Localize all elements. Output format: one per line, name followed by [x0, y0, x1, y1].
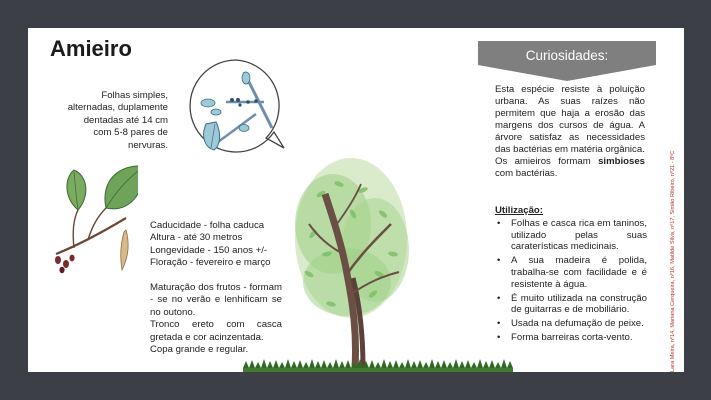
list-item: • Forma barreiras corta-vento. [495, 332, 647, 344]
tree-illustration [243, 154, 513, 372]
fruit-and-trunk-description [150, 282, 282, 356]
uses-title: Utilização: [495, 205, 543, 216]
symbiosis-text-end: com bactérias. [495, 168, 558, 179]
curiosities-paragraph: Esta espécie resiste à poluição urbana. As suas raízes não permitem que haja a erosão das margens dos cursos de água. A árvore satisfaz as necessidades das bactérias em matéria orgânica. [495, 84, 645, 155]
slide [28, 28, 684, 372]
crown-text: Copa grande e regular. [150, 344, 249, 356]
branch-illustration [48, 160, 138, 280]
page-title: Amieiro [50, 36, 132, 61]
list-item: • Usada na defumação de peixe. [495, 318, 647, 330]
curiosities-banner: Curiosidades: [525, 48, 609, 63]
list-item: • A sua madeira é polida, trabalha-se com facilidade e é resistente à água. [495, 255, 647, 290]
symbiosis-text [495, 156, 645, 180]
fact-flowering: Floração - fevereiro e março [150, 257, 271, 269]
leaf-description: Folhas simples, alternadas, duplamente dentadas até 14 cm com 5-8 pares de nervuras. [67, 90, 168, 151]
list-item: • Folhas e casca rica em taninos, utilizado pelas suas caraterísticas medicinais. [495, 218, 647, 253]
symbiosis-text-start: Os amieiros formam [495, 156, 599, 167]
trunk-text: Tronco ereto com casca gretada e cor acinzentada. [150, 319, 282, 343]
leaf-closeup-illustration [186, 58, 286, 158]
author-credits: Lara Meira, nº14, Mariana Cerqueira, nº16, Matilde Silva, nº17, Simão Ribeiro, nº21 - 8ºC [670, 150, 676, 372]
symbiosis-keyword: simbioses [598, 156, 645, 167]
curiosities-text [495, 84, 645, 180]
fruit-maturation-text: Maturação dos frutos - formam - se no verão e lenhificam se no outono. [150, 282, 282, 318]
fact-deciduousness: Caducidade - folha caduca [150, 220, 265, 231]
uses-list [495, 218, 647, 344]
fact-height: Altura - até 30 metros [150, 232, 243, 244]
uses-section [495, 205, 647, 346]
fact-longevity: Longevidade - 150 anos +/- [150, 244, 268, 256]
list-item: • É muito utilizada na construção de guitarras e de mobiliário. [495, 293, 647, 317]
tree-facts [150, 220, 282, 270]
